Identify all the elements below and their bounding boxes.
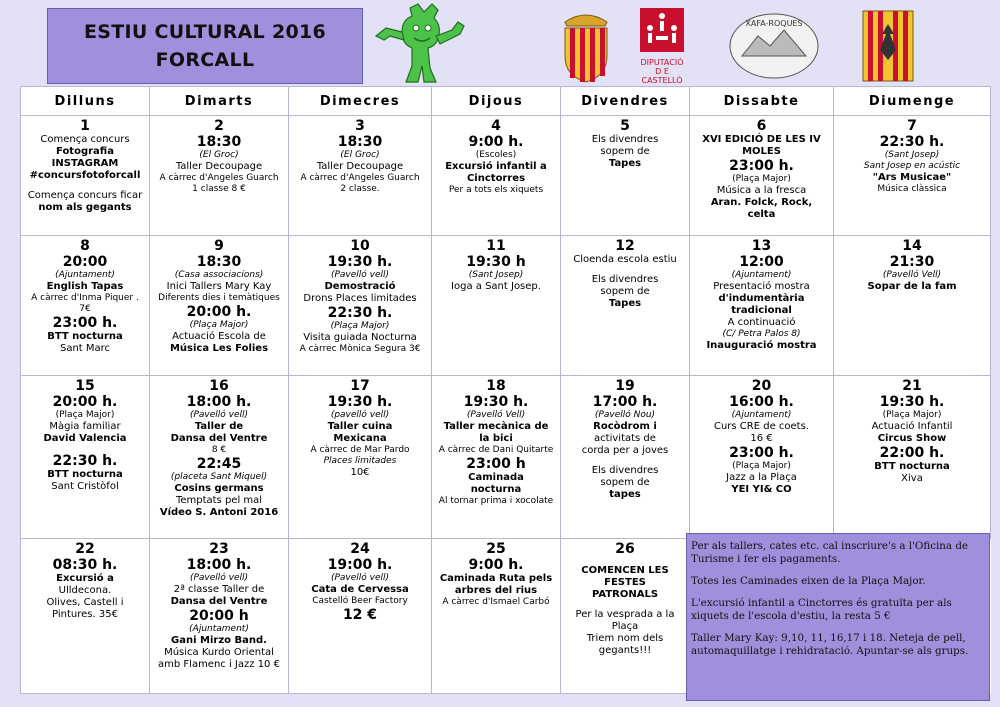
event-line: d'indumentària <box>718 293 805 304</box>
event-line: Tapes <box>608 158 642 169</box>
day-cell <box>21 236 150 376</box>
event-line: English Tapas <box>46 281 124 292</box>
day-number: 25 <box>486 541 506 557</box>
event-line: PATRONALS <box>591 589 659 600</box>
event-line: YEI YI& CO <box>731 484 792 495</box>
day-header: Divendres <box>561 87 690 116</box>
event-line: 22:30 h. <box>879 134 945 150</box>
event-line: 12:00 <box>739 254 784 270</box>
event-line: tradicional <box>731 305 792 316</box>
day-cell <box>561 116 690 236</box>
event-line: arbres del rius <box>454 585 538 596</box>
day-number: 7 <box>907 118 917 134</box>
event-line: BTT nocturna <box>47 469 123 480</box>
day-number: 22 <box>75 541 95 557</box>
day-header: Dilluns <box>21 87 150 116</box>
day-number: 5 <box>620 118 630 134</box>
week-row <box>21 116 991 236</box>
event-line: COMENCEN LES <box>581 565 669 576</box>
day-number: 10 <box>350 238 370 254</box>
day-cell <box>150 539 289 694</box>
event-line: Fotografia <box>56 146 114 157</box>
event-line: A càrrec Mònica Segura 3€ <box>299 344 421 354</box>
event-line: 7€ <box>79 304 91 314</box>
event-line: 17:00 h. <box>592 394 658 410</box>
event-line: Màgia familiar <box>49 421 121 432</box>
day-number: 14 <box>902 238 922 254</box>
day-cell <box>690 236 834 376</box>
event-line: Sant Cristòfol <box>51 481 119 492</box>
event-line: Dansa del Ventre <box>170 433 268 444</box>
event-line: 08:30 h. <box>52 557 118 573</box>
event-line: Música Kurdo Oriental <box>164 647 274 658</box>
event-line: Drons Places limitades <box>303 293 417 304</box>
event-line: 23:00 h. <box>52 315 118 331</box>
day-header: Dijous <box>432 87 561 116</box>
event-line: 19:30 h <box>466 254 526 270</box>
diputacio-text-3: CASTELLÓ <box>641 76 683 85</box>
event-line: nom als gegants <box>38 202 132 213</box>
event-line: Caminada <box>468 472 524 483</box>
event-line: (Sant Josep) <box>468 270 524 280</box>
info-note: Taller Mary Kay: 9,10, 11, 16,17 i 18. Neteja de pell, automaquillatge i rehidratació. Apuntar-se als grups. <box>691 632 969 657</box>
event-line: A càrrec de Mar Pardo <box>310 445 410 455</box>
spacer <box>564 266 686 274</box>
event-line: A càrrec d'Angeles Guarch <box>300 173 420 183</box>
event-line: Pintures. 35€ <box>52 609 118 620</box>
spacer <box>564 601 686 609</box>
event-line: Inauguració mostra <box>706 340 817 351</box>
event-line: Al tornar prima i xocolate <box>438 496 554 506</box>
event-line: Triem nom dels <box>586 633 664 644</box>
event-line: 16:00 h. <box>729 394 794 410</box>
event-line: activitats de <box>594 433 656 444</box>
event-line: 1 classe 8 € <box>192 184 246 194</box>
event-line: A càrrec de Dani Quitarte <box>438 445 554 455</box>
event-line: David Valencia <box>43 433 127 444</box>
event-line: Curs CRE de coets. <box>713 421 809 432</box>
event-line: Per a tots els xiquets <box>448 185 544 195</box>
event-line: Comença concurs ficar <box>27 190 143 201</box>
event-line: A continuació <box>727 317 796 328</box>
day-cell <box>690 116 834 236</box>
event-line: Olives, Castell i <box>46 597 124 608</box>
event-line: celta <box>747 209 776 220</box>
event-line: gegants!!! <box>598 645 652 656</box>
day-header: Dissabte <box>690 87 834 116</box>
event-line: 23:00 h <box>466 456 526 472</box>
event-line: Ulldecona. <box>58 585 112 596</box>
event-line: (Plaça Major) <box>882 410 942 420</box>
event-line: Els divendres <box>591 465 659 476</box>
day-cell <box>150 116 289 236</box>
day-cell <box>289 116 432 236</box>
event-line: (Ajuntament) <box>189 624 249 634</box>
event-line: 12 € <box>342 607 378 623</box>
day-number: 20 <box>751 378 772 394</box>
event-line: Actuació Escola de <box>172 331 266 342</box>
event-line: A càrrec d'Ismael Carbó <box>442 597 550 607</box>
event-line: Actuació Infantil <box>871 421 953 432</box>
event-line: Places limitades <box>323 456 397 466</box>
day-number: 23 <box>209 541 229 557</box>
day-number: 4 <box>491 118 501 134</box>
event-line: Taller Decoupage <box>316 161 404 172</box>
day-number: 9 <box>214 238 224 254</box>
event-line: Per la vesprada a la <box>575 609 675 620</box>
event-line: Ioga a Sant Josep. <box>451 281 541 292</box>
diputacio-text-1: DIPUTACIÓ <box>640 58 684 67</box>
event-line: Diferents dies i temàtiques <box>158 293 280 303</box>
event-line: Cloenda escola estiu <box>573 254 677 265</box>
forcall-flag-logo <box>862 10 914 82</box>
event-line: Comença concurs <box>40 134 130 145</box>
day-cell <box>432 116 561 236</box>
spacer <box>564 557 686 565</box>
event-line: 20:00 h. <box>186 304 252 320</box>
day-cell <box>834 116 991 236</box>
day-number: 8 <box>80 238 90 254</box>
event-line: 18:30 <box>196 254 242 270</box>
event-line: (placeta Sant Miquel) <box>170 472 268 482</box>
event-line: #concursfotoforcall <box>29 170 141 181</box>
event-line: 18:30 <box>196 134 242 150</box>
event-line: nocturna <box>470 484 522 495</box>
event-line: Demostració <box>324 281 396 292</box>
title-line-2: FORCALL <box>155 49 255 71</box>
event-line: Els divendres <box>591 134 659 145</box>
title-box <box>47 8 363 84</box>
day-number: 24 <box>350 541 370 557</box>
event-line: 18:30 <box>337 134 383 150</box>
day-cell <box>289 376 432 539</box>
event-line: (El Groc) <box>199 150 239 160</box>
event-line: tapes <box>609 489 641 500</box>
event-line: Excursió a <box>56 573 114 584</box>
event-line: (Pavelló vell) <box>330 270 390 280</box>
event-line: (Plaça Major) <box>732 461 791 471</box>
event-line: (Pavelló Vell) <box>882 270 942 280</box>
event-line: Gani Mirzo Band. <box>171 635 267 646</box>
day-cell <box>150 236 289 376</box>
day-number: 21 <box>902 378 922 394</box>
event-line: Temptats pel mal <box>175 495 263 506</box>
xafa-roques-text: XAFA-ROQUES <box>745 19 803 28</box>
event-line: Caminada Ruta pels <box>439 573 553 584</box>
event-line: Dansa del Ventre <box>170 596 268 607</box>
event-line: 19:30 h. <box>879 394 945 410</box>
event-line: MOLES <box>742 146 781 157</box>
event-line: Tapes <box>608 298 642 309</box>
event-line: BTT nocturna <box>47 331 123 342</box>
event-line: la bici <box>479 433 513 444</box>
day-number: 15 <box>75 378 95 394</box>
event-line: (Plaça Major) <box>330 321 390 331</box>
info-note: Totes les Caminades eixen de la Plaça Major. <box>691 575 926 587</box>
event-line: (Pavelló vell) <box>330 573 390 583</box>
event-line: (C/ Petra Palos 8) <box>722 329 801 339</box>
day-cell <box>561 539 690 694</box>
diputacio-castello-logo <box>634 6 690 88</box>
event-line: amb Flamenc i Jazz 10 € <box>158 659 280 670</box>
event-line: Sant Marc <box>59 343 111 354</box>
diputacio-emblem-icon <box>638 6 686 54</box>
event-line: BTT nocturna <box>874 461 950 472</box>
day-cell <box>289 539 432 694</box>
event-line: Taller mecànica de <box>443 421 549 432</box>
day-header: Dimecres <box>289 87 432 116</box>
event-line: 20:00 h <box>189 608 249 624</box>
day-number: 1 <box>80 118 90 134</box>
event-line: Sant Josep en acústic <box>863 161 961 171</box>
event-line: (Pavelló Vell) <box>466 410 526 420</box>
event-line: (Pavelló vell) <box>189 410 249 420</box>
day-cell <box>834 236 991 376</box>
event-line: (Casa associacions) <box>174 270 264 280</box>
event-line: 20:00 <box>62 254 108 270</box>
spacer <box>24 182 146 190</box>
event-line: 20:00 h. <box>52 394 118 410</box>
event-line: sopem de <box>600 477 650 488</box>
info-note: Per als tallers, cates etc. cal inscriure's a l'Oficina de Turisme i fer els pagaments. <box>691 540 969 565</box>
week-row <box>21 236 991 376</box>
day-number: 6 <box>756 118 767 134</box>
event-line: 22:00 h. <box>879 445 945 461</box>
event-line: 19:30 h. <box>463 394 529 410</box>
day-header: Diumenge <box>834 87 991 116</box>
day-number: 18 <box>486 378 506 394</box>
spacer <box>564 457 686 465</box>
info-note: L'excursió infantil a Cinctorres és gratuïta per als xiquets de l'escola d'estiu, la resta 5 € <box>691 597 952 622</box>
event-line: Cinctorres <box>466 173 526 184</box>
event-line: 22:30 h. <box>52 453 118 469</box>
event-line: (Escoles) <box>475 150 517 160</box>
event-line: 8 € <box>211 445 227 455</box>
event-line: (pavelló vell) <box>330 410 390 420</box>
spacer <box>24 445 146 453</box>
day-cell <box>21 539 150 694</box>
event-line: (Plaça Major) <box>55 410 115 420</box>
day-cell <box>289 236 432 376</box>
event-line: 21:30 <box>889 254 935 270</box>
event-line: Cata de Cervessa <box>311 584 409 595</box>
info-box <box>686 533 990 701</box>
event-line: 18:00 h. <box>186 557 252 573</box>
event-line: 2ª classe Taller de <box>173 584 265 595</box>
event-line: (Plaça Major) <box>732 174 791 184</box>
event-line: (Ajuntament) <box>731 270 792 280</box>
day-number: 3 <box>355 118 365 134</box>
event-line: INSTAGRAM <box>51 158 119 169</box>
event-line: Circus Show <box>877 433 947 444</box>
event-line: 9:00 h. <box>468 134 524 150</box>
day-number: 26 <box>615 541 635 557</box>
event-line: Jazz a la Plaça <box>726 472 797 483</box>
event-line: Sopar de la fam <box>867 281 957 292</box>
event-line: Mexicana <box>333 433 387 444</box>
event-line: (Pavelló vell) <box>189 573 249 583</box>
event-line: 18:00 h. <box>186 394 252 410</box>
event-line: Taller de <box>194 421 244 432</box>
event-line: 19:00 h. <box>327 557 393 573</box>
event-line: Xiva <box>901 473 923 484</box>
event-line: 19:30 h. <box>327 254 393 270</box>
event-line: (Sant Josep) <box>884 150 940 160</box>
event-line: FESTES <box>604 577 646 588</box>
day-cell <box>21 116 150 236</box>
event-line: Rocòdrom i <box>593 421 657 432</box>
event-line: "Ars Musicae" <box>872 172 952 183</box>
day-number: 11 <box>486 238 506 254</box>
day-cell <box>834 376 991 539</box>
day-cell <box>432 376 561 539</box>
day-header-row <box>21 87 991 116</box>
day-number: 2 <box>214 118 224 134</box>
mascot-logo <box>372 2 472 86</box>
day-number: 19 <box>615 378 635 394</box>
event-line: A càrrec d'Inma Piquer . <box>31 293 139 303</box>
event-line: 9:00 h. <box>468 557 524 573</box>
event-line: Música a la fresca <box>716 185 807 196</box>
event-line: Excursió infantil a <box>445 161 547 172</box>
event-line: corda per a joves <box>581 445 669 456</box>
event-line: 22:45 <box>196 456 242 472</box>
event-line: Aran. Folck, Rock, <box>710 197 813 208</box>
day-number: 17 <box>350 378 370 394</box>
event-line: XVI EDICIÓ DE LES IV <box>702 134 821 145</box>
day-cell <box>561 236 690 376</box>
event-line: 16 € <box>750 433 773 444</box>
event-line: (Pavelló Nou) <box>594 410 656 420</box>
event-line: Cosins germans <box>174 483 264 494</box>
day-number: 13 <box>751 238 772 254</box>
event-line: Inici Tallers Mary Kay <box>166 281 272 292</box>
day-number: 16 <box>209 378 229 394</box>
event-line: Castelló Beer Factory <box>312 596 408 606</box>
week-row <box>21 376 991 539</box>
forcall-coat-of-arms <box>557 6 615 84</box>
event-line: 22:30 h. <box>327 305 393 321</box>
event-line: Música Les Folies <box>169 343 269 354</box>
title-line-1: ESTIU CULTURAL 2016 <box>83 21 327 43</box>
event-line: 10€ <box>350 467 370 478</box>
day-cell <box>21 376 150 539</box>
event-line: (Ajuntament) <box>731 410 792 420</box>
event-line: (Plaça Major) <box>189 320 249 330</box>
event-line: sopem de <box>600 286 650 297</box>
event-line: Plaça <box>611 621 639 632</box>
xafa-roques-club-logo <box>728 12 820 80</box>
day-cell <box>690 376 834 539</box>
event-line: 2 classe. <box>340 184 380 194</box>
event-line: 23:00 h. <box>729 445 794 461</box>
event-line: Taller Decoupage <box>175 161 263 172</box>
event-line: 23:00 h. <box>729 158 794 174</box>
event-line: Taller cuina <box>327 421 393 432</box>
event-line: Vídeo S. Antoni 2016 <box>159 507 279 518</box>
event-line: A càrrec d'Angeles Guarch <box>159 173 279 183</box>
event-line: 19:30 h. <box>327 394 393 410</box>
day-cell <box>150 376 289 539</box>
event-line: Presentació mostra <box>713 281 810 292</box>
event-line: sopem de <box>600 146 650 157</box>
event-line: Els divendres <box>591 274 659 285</box>
day-cell <box>561 376 690 539</box>
day-cell <box>432 539 561 694</box>
diputacio-text-2: D E <box>655 67 669 76</box>
event-line: (Ajuntament) <box>55 270 115 280</box>
day-cell <box>432 236 561 376</box>
event-line: Música clàssica <box>877 184 947 194</box>
day-header: Dimarts <box>150 87 289 116</box>
event-line: Visita guiada Nocturna <box>303 332 417 343</box>
day-number: 12 <box>615 238 635 254</box>
event-line: (El Groc) <box>340 150 380 160</box>
